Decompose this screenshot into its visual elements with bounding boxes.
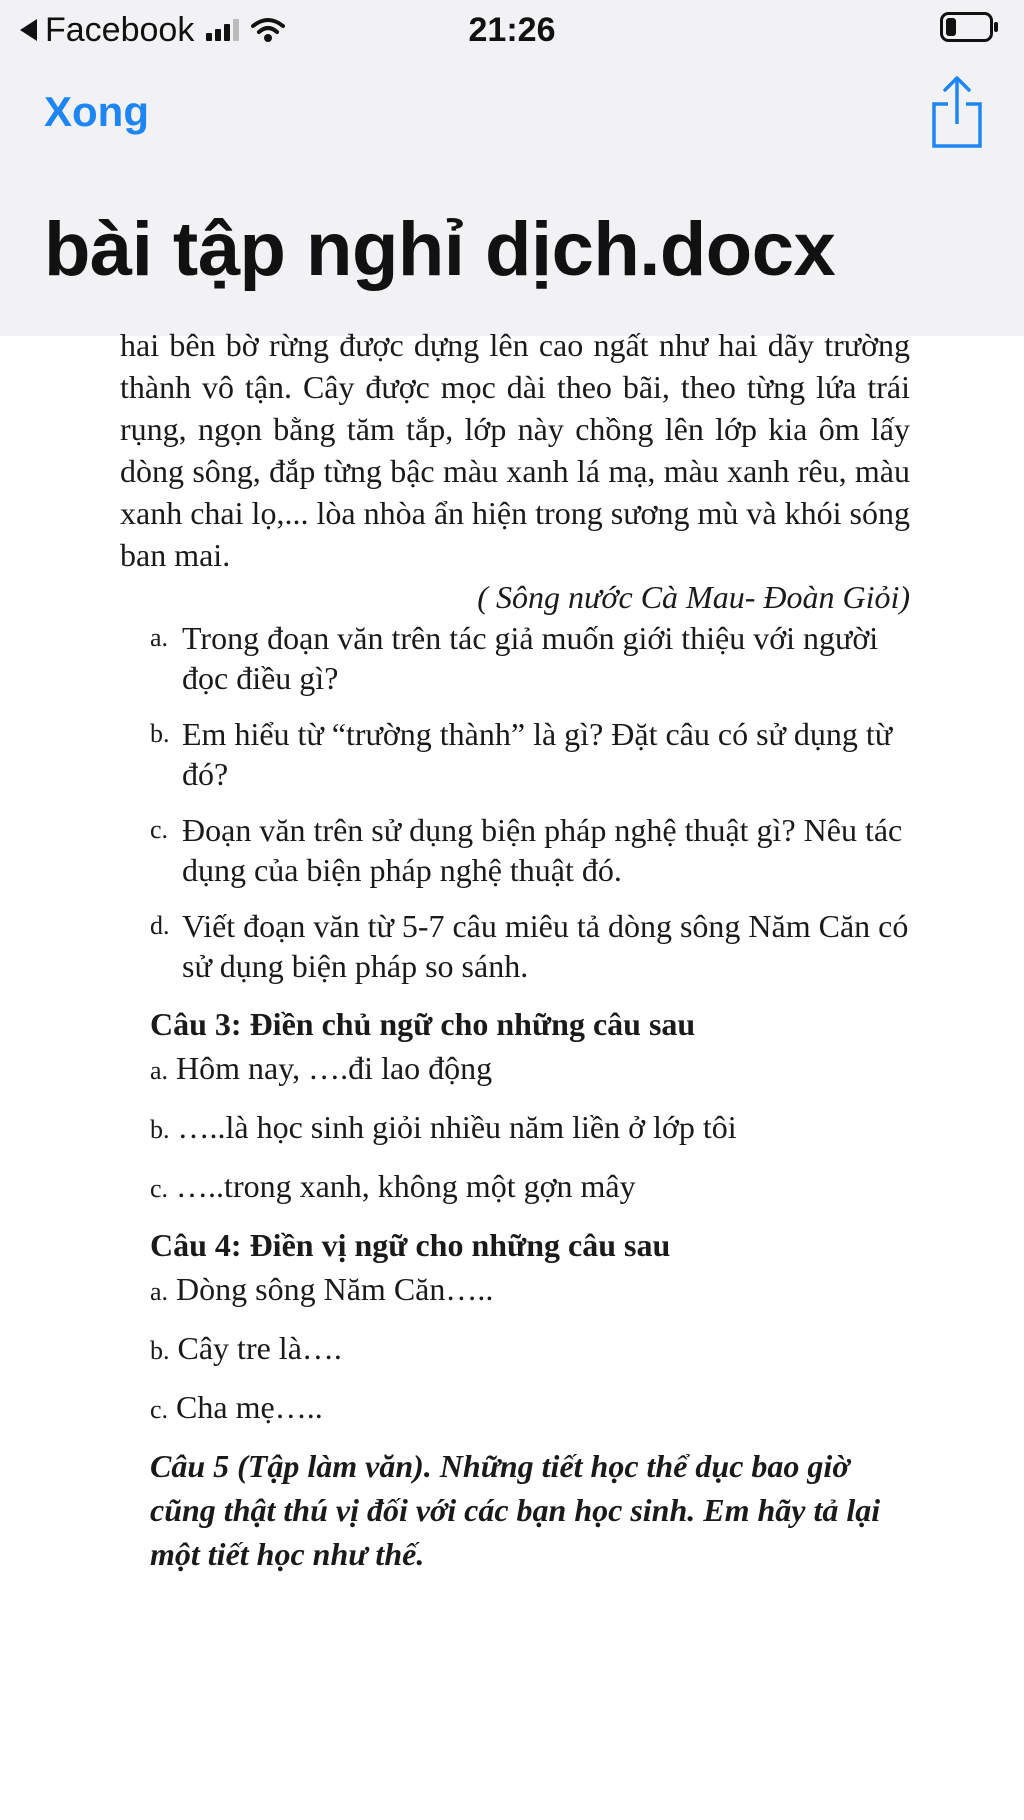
item-text: Cha mẹ…..: [176, 1389, 323, 1425]
top-chrome: [0, 0, 1024, 336]
cau4-heading: Câu 4: Điền vị ngữ cho những câu sau: [150, 1227, 671, 1263]
question-marker: d.: [150, 911, 170, 940]
question-text: Viết đoạn văn từ 5-7 câu miêu tả dòng sông Năm Căn có sử dụng biện pháp so sánh.: [182, 908, 909, 984]
done-button[interactable]: Xong: [44, 88, 149, 135]
item-marker: c.: [150, 1174, 169, 1203]
navigation-bar: [0, 70, 1024, 170]
document-body: [120, 324, 910, 1576]
question-marker: a.: [150, 623, 169, 652]
question-list: [120, 618, 910, 986]
document-title: bài tập nghỉ dịch.docx: [44, 207, 836, 292]
cau3-item: [150, 1105, 910, 1152]
cau3-item: [150, 1164, 910, 1211]
item-marker: a.: [150, 1056, 169, 1085]
item-marker: b.: [150, 1336, 170, 1365]
question-text: Đoạn văn trên sử dụng biện pháp nghệ thuật gì? Nêu tác dụng của biện pháp nghệ thuật đó.: [182, 812, 903, 888]
question-item: [120, 714, 910, 794]
battery-icon: [940, 12, 1000, 42]
item-text: …..trong xanh, không một gợn mây: [176, 1168, 636, 1204]
cau4-item: [150, 1326, 910, 1373]
cau4-item: [150, 1267, 910, 1314]
cau3-heading: Câu 3: Điền chủ ngữ cho những câu sau: [150, 1006, 696, 1042]
cau3-item: [150, 1046, 910, 1093]
status-time: 21:26: [468, 11, 556, 49]
item-marker: b.: [150, 1115, 170, 1144]
question-marker: c.: [150, 815, 169, 844]
question-item: [120, 906, 910, 986]
cau4-item: [150, 1385, 910, 1432]
question-marker: b.: [150, 719, 170, 748]
passage-paragraph: hai bên bờ rừng được dựng lên cao ngất như hai dãy trường thành vô tận. Cây được mọc dài theo bãi, theo từng lứa trái rụng, ngọn bằng tăm tắp, lớp này chồng lên lớp kia ôm lấy dòng sông, đắp từng bậc màu xanh lá mạ, màu xanh rêu, màu xanh chai lọ,... lòa nhòa ẩn hiện trong sương mù và khói sóng ban mai.: [120, 327, 910, 573]
item-text: Cây tre là….: [177, 1330, 342, 1366]
question-item: [120, 810, 910, 890]
share-button[interactable]: [928, 74, 986, 150]
item-text: Hôm nay, ….đi lao động: [176, 1050, 493, 1086]
item-text: Dòng sông Năm Căn…..: [176, 1271, 494, 1307]
question-item: [120, 618, 910, 698]
item-marker: a.: [150, 1277, 169, 1306]
question-text: Trong đoạn văn trên tác giả muốn giới thiệu với người đọc điều gì?: [182, 620, 879, 696]
share-icon: [928, 74, 986, 150]
item-marker: c.: [150, 1395, 169, 1424]
question-text: Em hiểu từ “trường thành” là gì? Đặt câu có sử dụng từ đó?: [182, 716, 893, 792]
cau5-essay-prompt: Câu 5 (Tập làm văn). Những tiết học thể dục bao giờ cũng thật thú vị đối với các bạn học sinh. Em hãy tả lại một tiết học như thế.: [150, 1448, 881, 1572]
status-bar: [0, 0, 1024, 58]
back-app-label: Facebook: [45, 10, 195, 49]
passage-source: ( Sông nước Cà Mau- Đoàn Giỏi): [477, 579, 910, 615]
item-text: …..là học sinh giỏi nhiều năm liền ở lớp tôi: [177, 1109, 737, 1145]
